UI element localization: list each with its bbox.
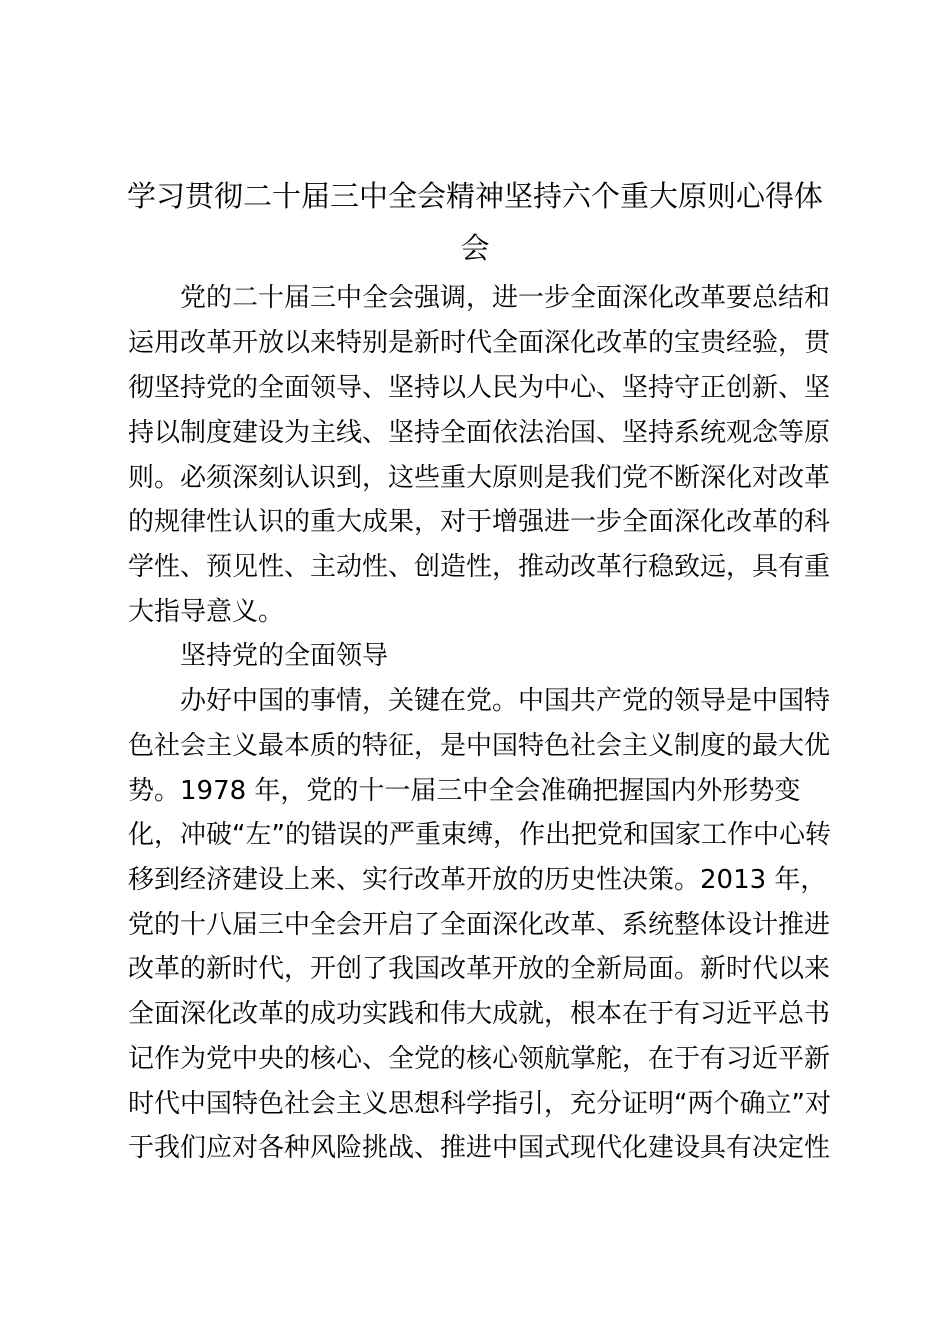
paragraph-1-line: 的规律性认识的重大成果，对于增强进一步全面深化改革的科 [128,507,831,537]
paragraph-2-line: 移到经济建设上来、实行改革开放的历史性决策。2013 年， [128,865,827,895]
document-title [118,170,832,274]
paragraph-1-line: 学性、预见性、主动性、创造性，推动改革行稳致远，具有重 [128,552,831,582]
paragraph-1-line: 持以制度建设为主线、坚持全面依法治国、坚持系统观念等原 [128,418,831,448]
paragraph-2-line: 色社会主义最本质的特征，是中国特色社会主义制度的最大优 [128,731,831,761]
paragraph-2-line: 记作为党中央的核心、全党的核心领航掌舵，在于有习近平新 [128,1044,831,1074]
paragraph-1-line: 大指导意义。 [128,597,285,627]
paragraph-2-line: 时代中国特色社会主义思想科学指引，充分证明“两个确立”对 [128,1089,831,1119]
paragraph-1-line: 彻坚持党的全面领导、坚持以人民为中心、坚持守正创新、坚 [128,373,831,403]
paragraph-2-line: 化，冲破“左”的错误的严重束缚，作出把党和国家工作中心转 [128,820,831,850]
paragraph-2-line: 于我们应对各种风险挑战、推进中国式现代化建设具有决定性 [128,1133,831,1163]
paragraph-2-line: 全面深化改革的成功实践和伟大成就，根本在于有习近平总书 [128,999,831,1029]
paragraph-2-line: 改革的新时代，开创了我国改革开放的全新局面。新时代以来 [128,954,831,984]
paragraph-2-line: 党的十八届三中全会开启了全面深化改革、系统整体设计推进 [128,910,831,940]
paragraph-2-line: 办好中国的事情，关键在党。中国共产党的领导是中国特 [180,686,831,716]
title-line-2: 会 [460,231,490,265]
section-heading: 坚持党的全面领导 [180,641,389,671]
paragraph-2-line: 势。1978 年，党的十一届三中全会准确把握国内外形势变 [128,776,801,806]
paragraph-1-line: 运用改革开放以来特别是新时代全面深化改革的宝贵经验，贯 [128,328,831,358]
title-line-1: 学习贯彻二十届三中全会精神坚持六个重大原则心得体 [126,179,823,213]
paragraph-1-line: 党的二十届三中全会强调，进一步全面深化改革要总结和 [180,283,831,313]
paragraph-1-line: 则。必须深刻认识到，这些重大原则是我们党不断深化对改革 [128,463,831,493]
